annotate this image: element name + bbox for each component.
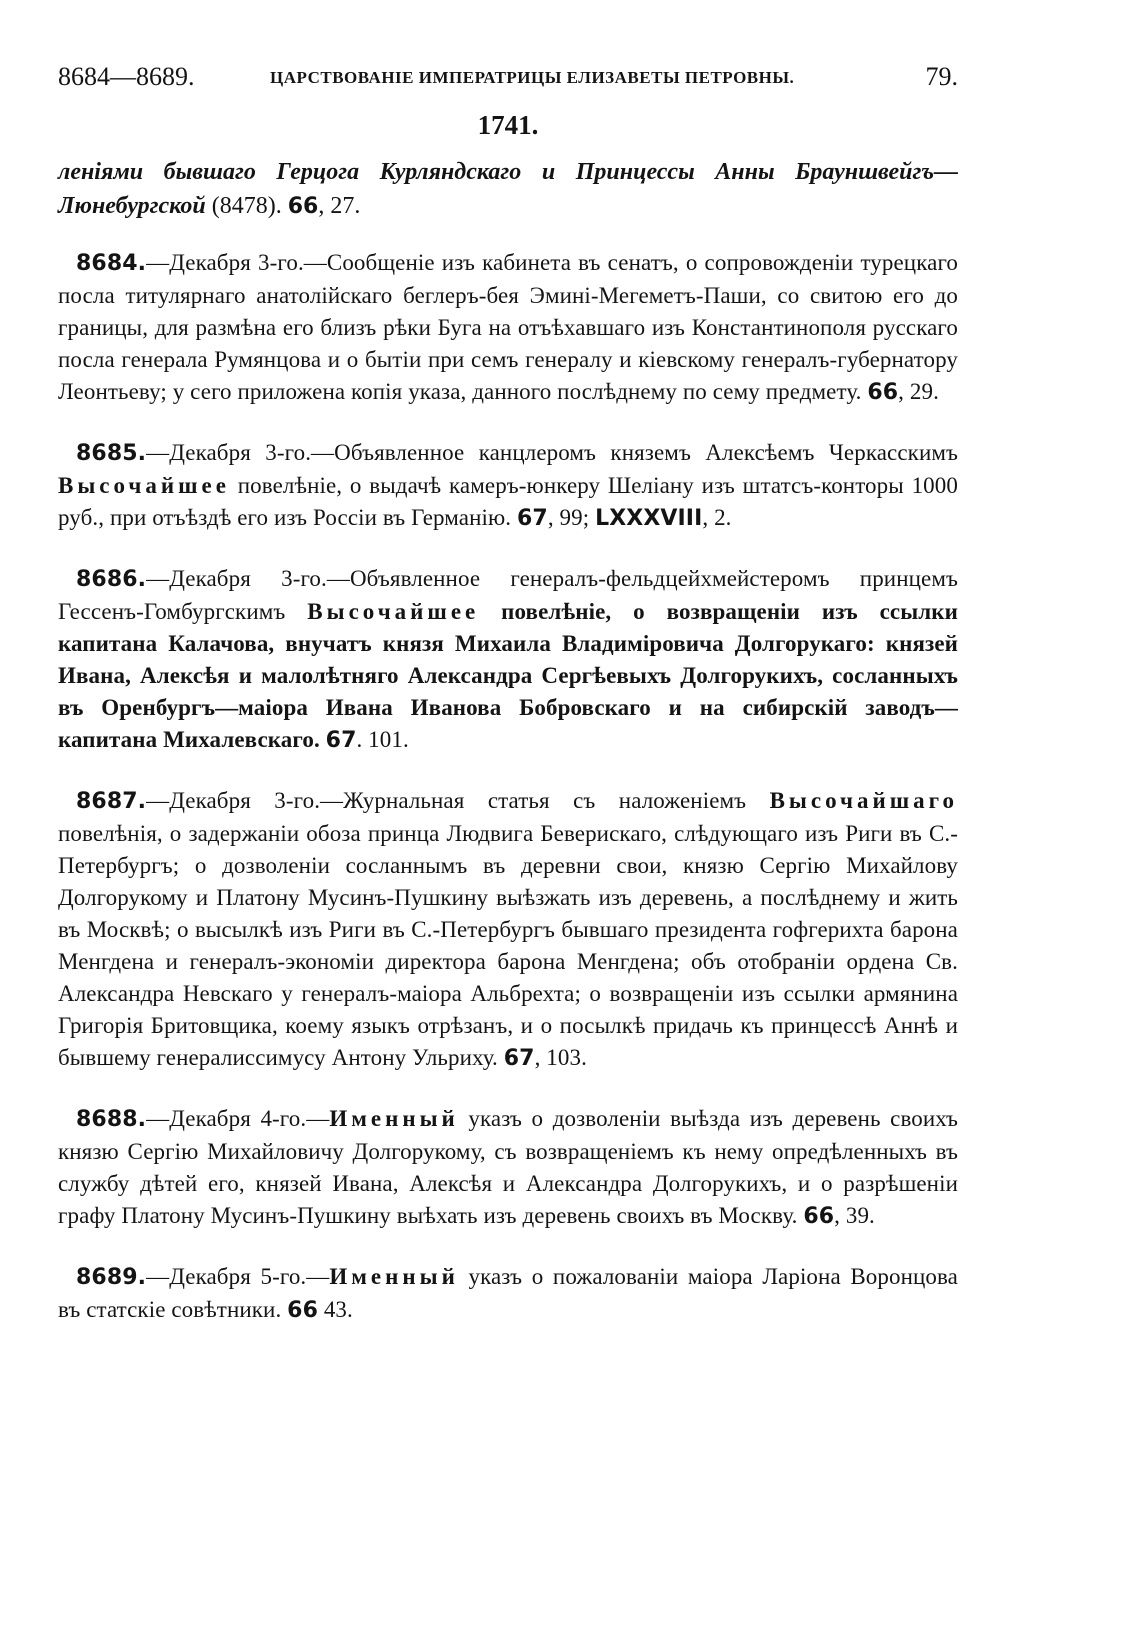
continuation-plain: (8478). — [205, 193, 288, 219]
entry-text-a: —Декабря 3-го.—Объявленное генералъ-фельдцейхмейстеромъ принцемъ Гессенъ-Гомбургскимъ — [58, 566, 958, 624]
entry-tail: 43. — [317, 1297, 353, 1322]
entry-ref: 67 — [517, 506, 548, 531]
continuation-ref: 66 — [287, 194, 319, 219]
entry-ref: 66 — [287, 1298, 318, 1323]
entry-tail: , 29. — [898, 379, 939, 404]
entry-8689 — [58, 1261, 958, 1327]
entry-number: 8688. — [76, 1107, 147, 1132]
entry-8688 — [58, 1103, 958, 1233]
entry-text-b: указъ о пожалованіи маіора Ларіона Воронцова въ статскіе совѣтники. — [58, 1264, 958, 1322]
document-page — [58, 62, 958, 1355]
entry-spaced-word: Именный — [329, 1264, 459, 1289]
entry-ref-roman: LXXXVIII — [595, 506, 703, 531]
entry-text-b: повелѣніе, о возвращеніи изъ ссылки капитана Калачова, внучатъ князя Михаила Владиміровича Долгорукаго: князей Ивана, Алексѣя и малолѣтняго Александра Сергѣевыхъ Долгорукихъ, сосланныхъ въ Оренбургъ—маіора Ивана Иванова Бобровскаго и на сибирскій заводъ—капитана Михалевскаго. — [58, 599, 958, 752]
entry-text-a: —Декабря 3-го.—Объявленное канцлеромъ княземъ Алексѣемъ Черкасскимъ — [146, 440, 958, 465]
entry-ref: 66 — [867, 380, 899, 405]
entry-text-b: указъ о дозволеніи выѣзда изъ деревень своихъ князю Сергію Михайловичу Долгорукому, съ возвращеніемъ къ нему опредѣленныхъ въ службу дѣтей его, князей Ивана, Алексѣя и Александра Долгорукихъ, и о разрѣшеніи графу Платону Мусинъ-Пушкину выѣхать изъ деревень своихъ въ Москву. — [58, 1106, 959, 1228]
entry-8687 — [58, 785, 958, 1075]
entry-8685 — [58, 437, 958, 535]
entry-spaced-word: Высочайшее — [58, 473, 230, 498]
entry-spaced-word: Высочайшаго — [769, 788, 958, 813]
entry-tail: , 2. — [702, 505, 732, 530]
entry-spaced-word: Именный — [329, 1106, 459, 1131]
entry-tail: . 101. — [356, 727, 409, 752]
entry-number: 8687. — [76, 789, 147, 814]
page-number: 79. — [925, 62, 958, 91]
entry-text-a: —Декабря 4-го.— — [146, 1106, 330, 1131]
entry-number: 8685. — [76, 441, 147, 466]
entry-tail: , 39. — [834, 1203, 875, 1228]
entry-8686 — [58, 563, 958, 757]
continuation-tail: , 27. — [318, 193, 361, 219]
entry-text-b: повелѣнія, о задержаніи обоза принца Людвига Беверискаго, слѣдующаго изъ Риги въ С.-Петербургъ; о дозволеніи сосланнымъ въ деревни свои, князю Сергію Михайлову Долгорукому и Платону Мусинъ-Пушкину выѣзжать изъ деревень, а послѣднему и жить въ Москвѣ; о высылкѣ изъ Риги въ С.-Петербургъ бывшаго президента гофгерихта барона Менгдена и генералъ-экономіи директора барона Менгдена; объ отобраніи ордена Св. Александра Невскаго у генералъ-маіора Альбрехта; о возвращеніи изъ ссылки армянина Григорія Бритовщика, коему языкъ отрѣзанъ, и о посылкѣ придачь къ принцессѣ Аннѣ и бывшему генералиссимусу Антону Ульриху. — [58, 821, 958, 1070]
entry-ref: 67 — [325, 728, 357, 753]
entry-spaced-word: Высочайшее — [307, 599, 480, 624]
entry-range: 8684—8689. — [58, 62, 195, 91]
entry-text-b: повелѣніе, о выдачѣ камеръ-юнкеру Шеліану изъ штатсъ-конторы 1000 руб., при отъѣздѣ его изъ Россіи въ Германію. — [58, 473, 958, 530]
running-title: ЦАРСТВОВАНІЕ ИМПЕРАТРИЦЫ ЕЛИЗАВЕТЫ ПЕТРОВНЫ. — [270, 68, 795, 87]
continuation-paragraph — [58, 155, 958, 224]
entry-ref: 66 — [803, 1204, 835, 1229]
entry-tail: , 103. — [534, 1045, 587, 1070]
entry-ref: 67 — [503, 1046, 535, 1071]
entry-mid: , 99; — [547, 505, 596, 530]
running-header — [58, 62, 958, 98]
year-heading: 1741. — [477, 110, 539, 140]
continuation-italic: леніями бывшаго Герцога Курляндскаго и Принцессы Анны Брауншвейгъ—Люнебургской — [58, 159, 958, 219]
entry-number: 8684. — [76, 251, 147, 276]
entry-number: 8686. — [76, 567, 147, 592]
entry-number: 8689. — [76, 1265, 147, 1290]
entry-text: —Декабря 3-го.—Сообщеніе изъ кабинета въ сенатъ, о сопровожденіи турецкаго посла титулярнаго анатолійскаго беглеръ-бея Эмині-Мегеметъ-Паши, со свитою его до границы, для размѣна его близъ рѣки Буга на отъѣхавшаго изъ Константинополя русскаго посла генерала Румянцова и о бытіи при семъ генералу и кіевскому генералъ-губернатору Леонтьеву; у сего приложена копія указа, данного послѣднему по сему предмету. — [58, 250, 958, 404]
entry-8684 — [58, 247, 958, 409]
entry-text-a: —Декабря 5-го.— — [146, 1264, 330, 1289]
entry-text-a: —Декабря 3-го.—Журнальная статья съ наложеніемъ — [146, 788, 770, 813]
